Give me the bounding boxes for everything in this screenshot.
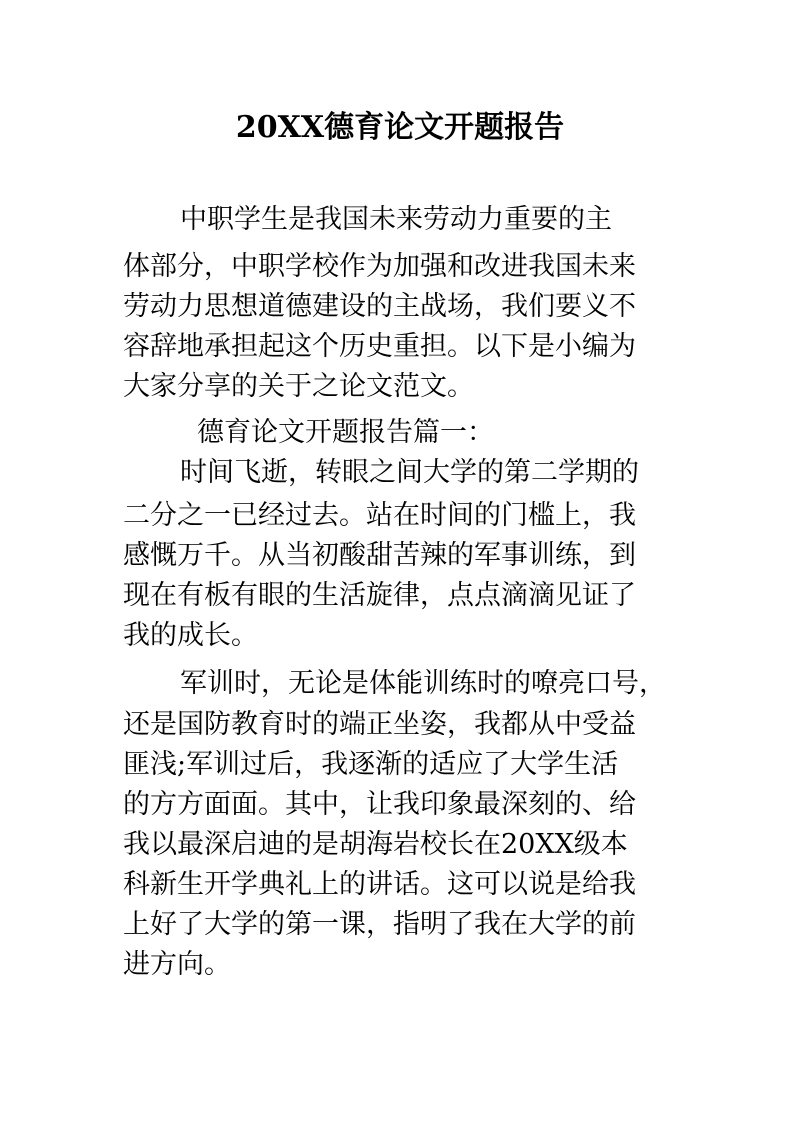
paragraph-line: 感慨万千。从当初酸甜苦辣的军事训练，到 (123, 540, 636, 571)
paragraph-line: 还是国防教育时的端正坐姿，我都从中受益 (123, 709, 636, 740)
paragraph-line: 中职学生是我国未来劳动力重要的主 (180, 204, 612, 235)
paragraph-line: 上好了大学的第一课，指明了我在大学的前 (123, 909, 636, 940)
document-title: 20XX德育论文开题报告 (235, 110, 565, 145)
paragraph-line: 二分之一已经过去。站在时间的门槛上，我 (123, 500, 636, 531)
paragraph-line: 时间飞逝，转眼之间大学的第二学期的 (180, 457, 639, 488)
paragraph-line: 进方向。 (123, 949, 231, 980)
section-heading: 德育论文开题报告篇一： (197, 417, 494, 448)
paragraph-line: 容辞地承担起这个历史重担。以下是小编为 (123, 331, 636, 362)
paragraph-line: 科新生开学典礼上的讲话。这可以说是给我 (123, 869, 636, 900)
paragraph-line: 劳动力思想道德建设的主战场，我们要义不 (123, 291, 636, 322)
paragraph-line: 大家分享的关于之论文范文。 (123, 371, 474, 402)
paragraph-line: 现在有板有眼的生活旋律，点点滴滴见证了 (123, 580, 636, 611)
paragraph-line: 我的成长。 (123, 620, 258, 651)
paragraph-line: 的方方面面。其中，让我印象最深刻的、给 (123, 789, 636, 820)
paragraph-line: 匪浅;军训过后，我逐渐的适应了大学生活 (123, 749, 619, 780)
paragraph-line: 体部分，中职学校作为加强和改进我国未来 (123, 251, 636, 282)
paragraph-line: 我以最深启迪的是胡海岩校长在20XX级本 (123, 829, 628, 860)
paragraph-line: 军训时，无论是体能训练时的嘹亮口号， (180, 668, 666, 699)
